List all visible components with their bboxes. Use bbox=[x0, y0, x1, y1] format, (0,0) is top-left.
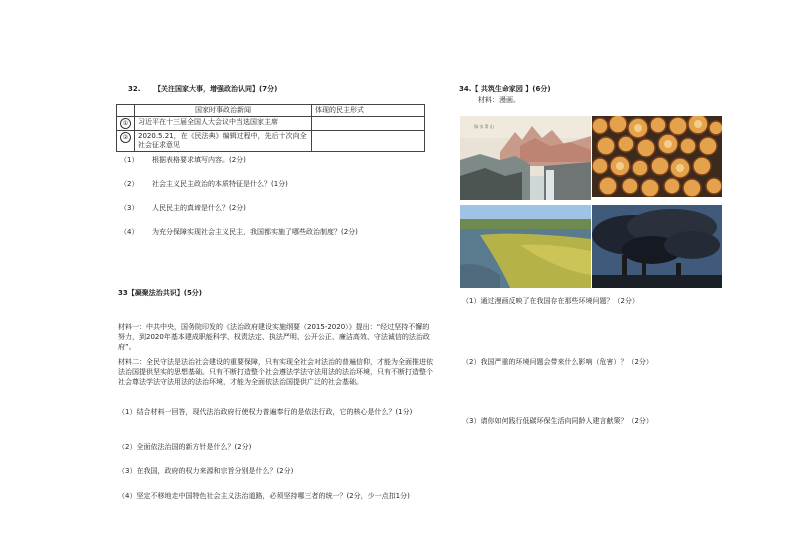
svg-text:绿 水 青 山: 绿 水 青 山 bbox=[474, 124, 494, 129]
q34-material: 材料：漫画。 bbox=[478, 96, 520, 104]
row-number: ② bbox=[120, 132, 131, 143]
q33-material-2: 材料二：全民守法是法治社会建设的重要保障，只有实现全社会对法治的普遍信仰，才能为全面推进依法治国提供坚实的思想基础。只有不断打造整个社会遵法学法守法用法的法治环境，只有不断打造整个社会尊法学法守法用法的法治环境，才能为全面依法治国提供广泛的社会基础。 bbox=[118, 358, 433, 386]
factory-smoke-image bbox=[592, 205, 722, 288]
table-cell-news: 2020.5.21，在《民法典》编辑过程中，先后十次向全社会征求意见 bbox=[135, 131, 312, 152]
q32-question-4: 为充分保障实现社会主义民主，我国都实施了哪些政治制度？(2分) bbox=[152, 228, 358, 236]
q32-title: 【关注国家大事，增强政治认同】(7分) bbox=[154, 85, 278, 93]
table-cell-form[interactable] bbox=[312, 117, 425, 131]
q33-question-2: （2）全面依法治国的新方针是什么？(2分) bbox=[118, 443, 252, 451]
q33-question-1: （1）结合材料一回答，现代法治政府行使权力普遍奉行的是依法行政，它的核心是什么？(1分) bbox=[118, 408, 413, 416]
q32-table bbox=[116, 104, 425, 152]
table-cell-form[interactable] bbox=[312, 131, 425, 152]
q34-question-1: （1）通过漫画反映了在我国存在那些环境问题？（2分） bbox=[462, 297, 639, 305]
table-header-news: 国家时事政治新闻 bbox=[135, 105, 312, 117]
q33-material-1: 材料一：中共中央，国务院印发的《法治政府建设实施纲要（2015-2020）》提出：“经过坚持不懈的努力，到2020年基本建成职能科学、权责法定、执法严明、公开公正、廉洁高效、守法诚信的法治政府”。 bbox=[118, 323, 430, 351]
q32-question-4-no: （4） bbox=[120, 228, 139, 236]
cut-logs-image bbox=[592, 116, 722, 197]
landscape-painting-image bbox=[460, 116, 591, 200]
table-row bbox=[117, 131, 425, 152]
q33-question-3: （3）在我国，政府的权力来源和宗旨分别是什么？(2分) bbox=[118, 467, 294, 475]
table-row bbox=[117, 117, 425, 131]
q33-title: 33【凝聚法治共识】(5分) bbox=[118, 289, 203, 297]
q32-question-1-no: （1） bbox=[120, 156, 139, 164]
q32-question-1: 根据表格要求填写内容。(2分) bbox=[152, 156, 246, 164]
q34-title: 34.【 共筑生命家园 】(6分) bbox=[459, 85, 551, 93]
q32-question-2: 社会主义民主政治的本质特征是什么？(1分) bbox=[152, 180, 288, 188]
polluted-river-image bbox=[460, 205, 591, 288]
table-header-row bbox=[117, 105, 425, 117]
q33-question-4: （4）坚定不移地走中国特色社会主义法治道路，必须坚持哪三者的统一？(2分，少一点扣1分) bbox=[118, 492, 410, 500]
row-number: ① bbox=[120, 118, 131, 129]
q32-question-2-no: （2） bbox=[120, 180, 139, 188]
q32-question-3-no: （3） bbox=[120, 204, 139, 212]
q34-question-2: （2）我国严重的环境问题会带来什么影响（危害）？（2分） bbox=[462, 358, 653, 366]
q34-question-3: （3）请你如何践行低碳环保生活向同龄人建言献策？（2分） bbox=[462, 417, 653, 425]
q32-question-3: 人民民主的真谛是什么？(2分) bbox=[152, 204, 246, 212]
q32-number: 32. bbox=[128, 85, 141, 93]
table-header-form: 体现的民主形式 bbox=[312, 105, 425, 117]
table-cell-news: 习近平在十三届全国人大会议中当选国家主席 bbox=[135, 117, 312, 131]
